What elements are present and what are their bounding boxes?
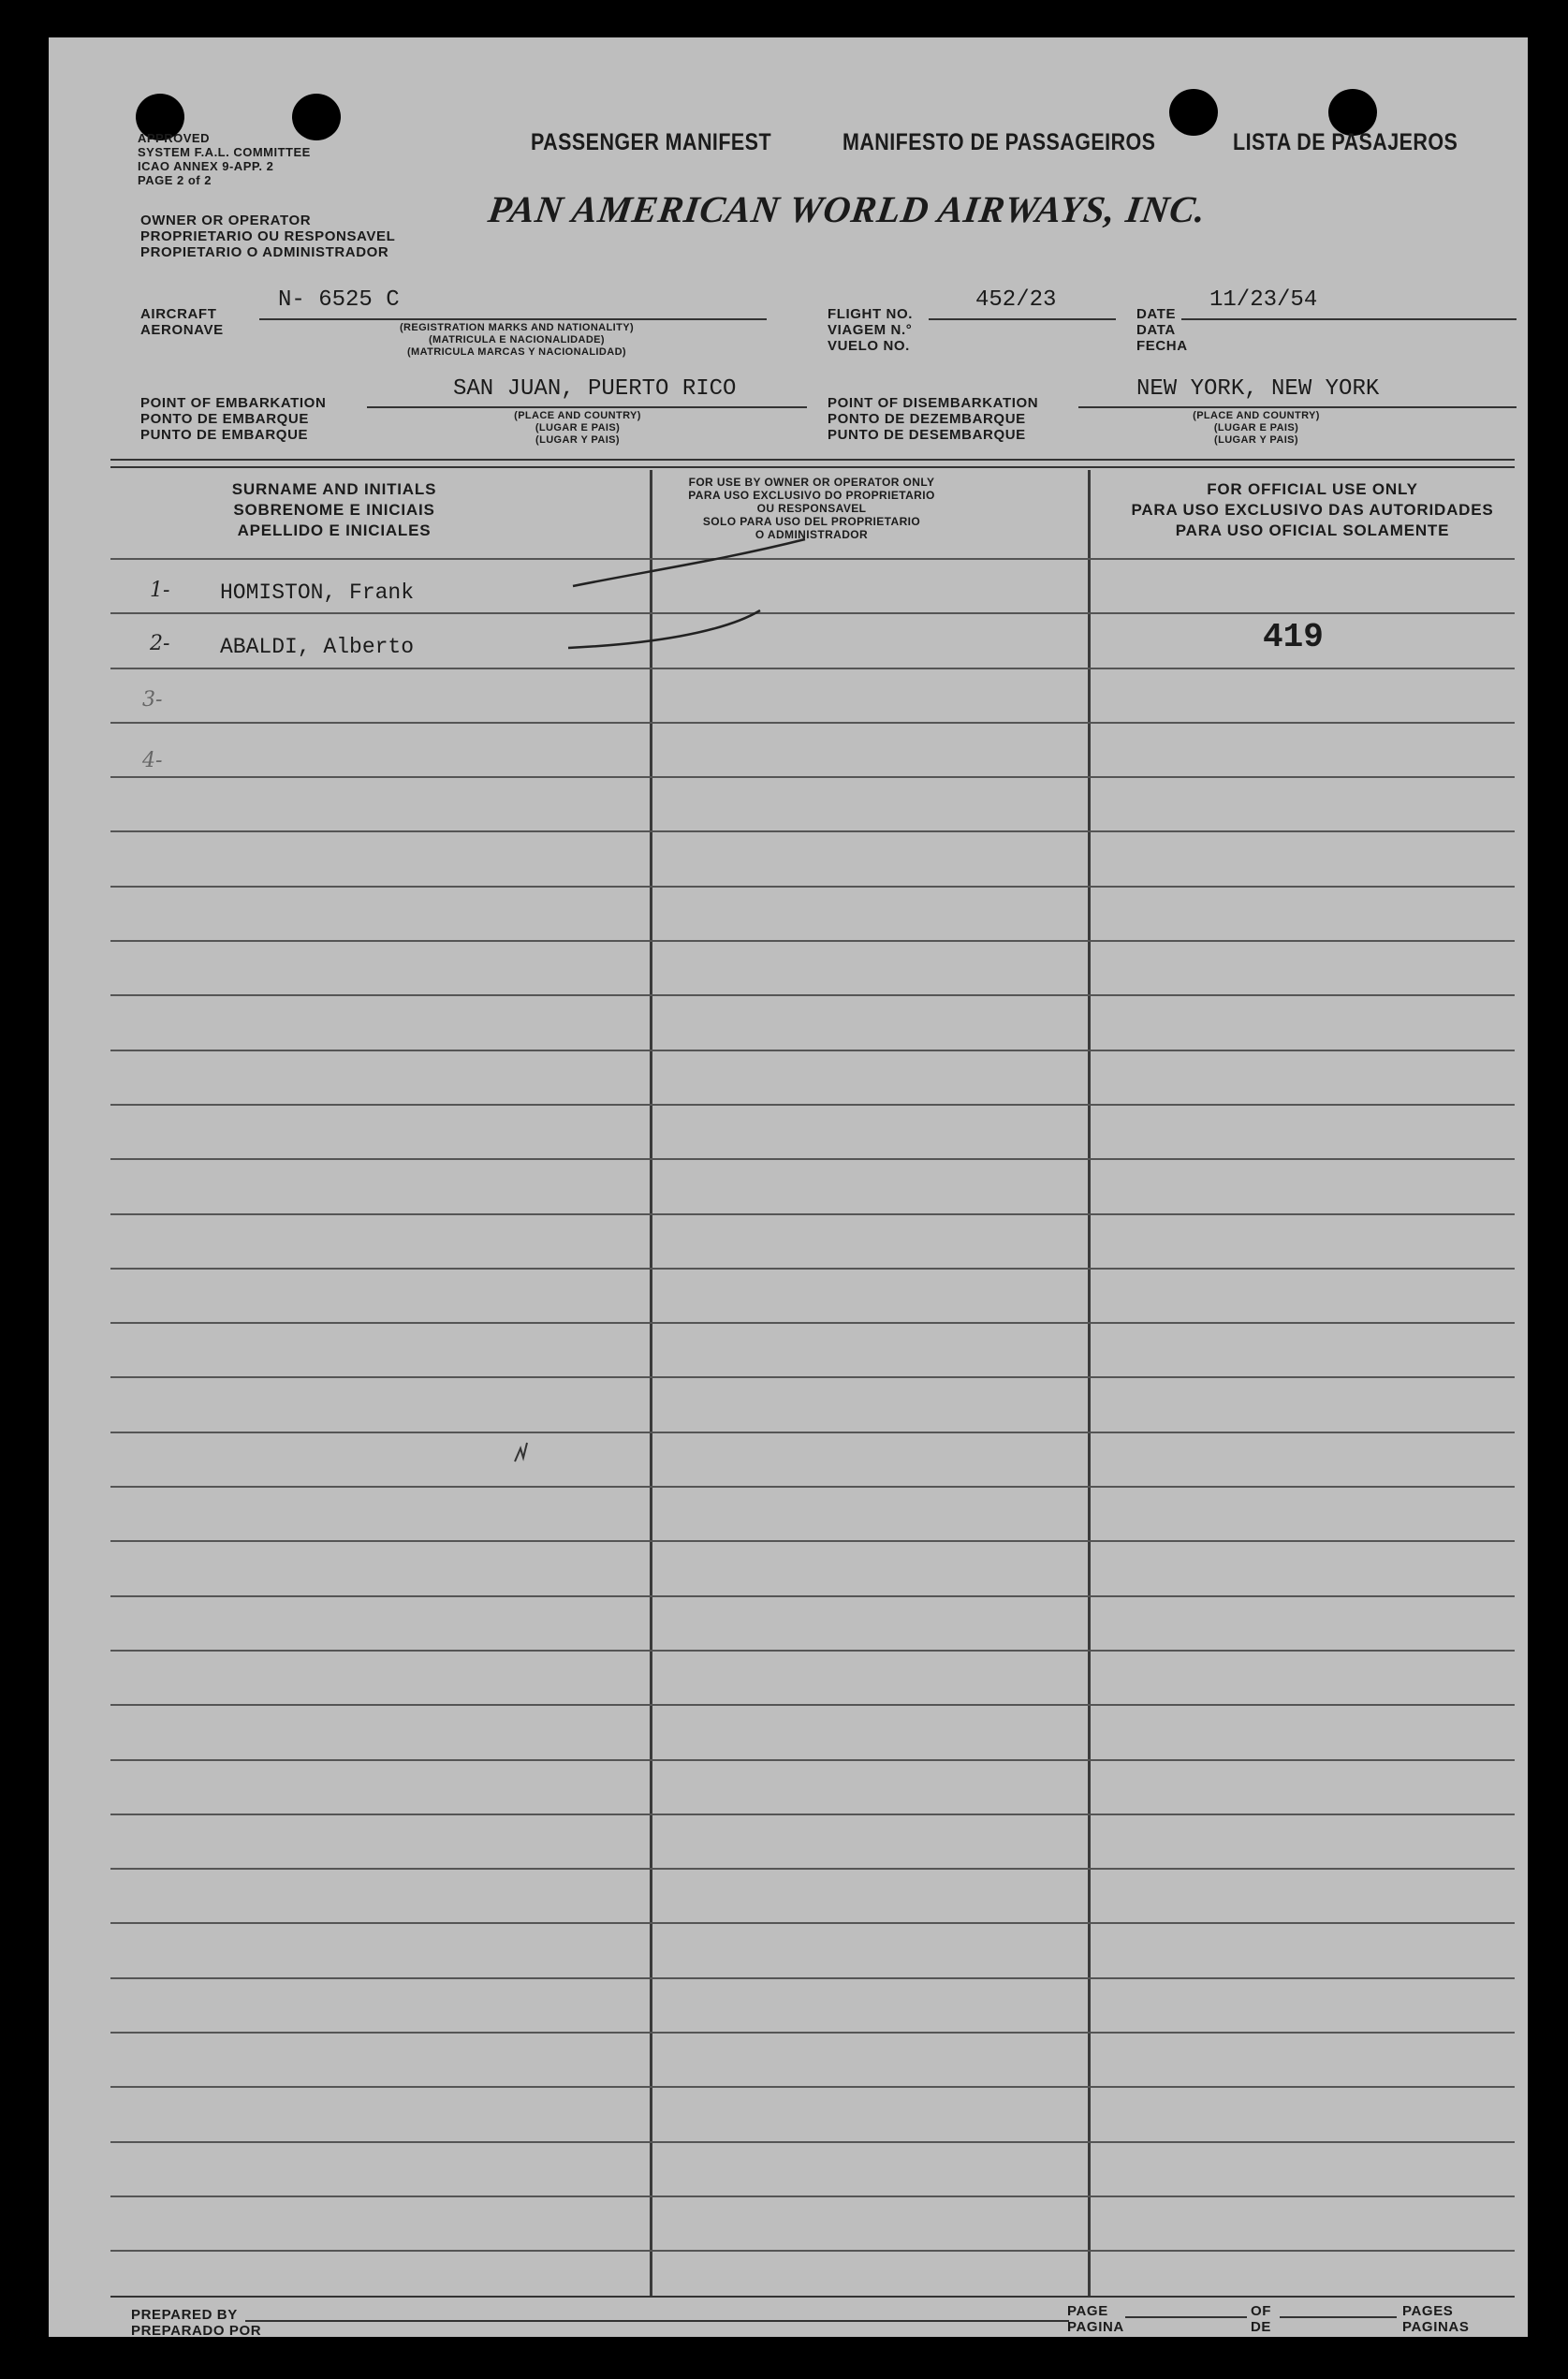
footer-rule [110, 2296, 1515, 2298]
approval-line: SYSTEM F.A.L. COMMITTEE [138, 145, 311, 159]
owner-label-line: OWNER OR OPERATOR [140, 213, 312, 228]
row-number: 4- [142, 749, 163, 772]
header-line: APELLIDO E INICIALES [237, 521, 432, 539]
embarkation-value: SAN JUAN, PUERTO RICO [453, 376, 737, 402]
row-number: 2- [150, 632, 170, 655]
caption-line: (MATRICULA MARCAS Y NACIONALIDAD) [406, 346, 626, 358]
header-line: PARA USO EXCLUSIVO DO PROPRIETARIO [688, 489, 935, 502]
owner-label-line: PROPRIETARIO OU RESPONSAVEL [140, 228, 396, 244]
date-value: 11/23/54 [1209, 287, 1318, 313]
footer-line: PAGINA [1067, 2319, 1124, 2335]
header-line: SOBRENOME E INICIAIS [233, 501, 435, 519]
header-line: FOR USE BY OWNER OR OPERATOR ONLY [688, 476, 935, 489]
row-number: 1- [150, 579, 170, 602]
flight-value: 452/23 [975, 287, 1057, 313]
company-name: PAN AMERICAN WORLD AIRWAYS, INC. [485, 188, 1209, 230]
header-line: SOLO PARA USO DEL PROPRIETARIO [702, 515, 921, 528]
aircraft-label-line: AIRCRAFT [140, 306, 217, 322]
header-line: SURNAME AND INITIALS [231, 480, 437, 498]
footer-line: PREPARADO POR [131, 2323, 262, 2339]
flight-label-line: FLIGHT NO. [828, 306, 913, 322]
header-line: O ADMINISTRADOR [755, 528, 869, 541]
of-underline [1280, 2316, 1397, 2318]
disembarkation-label-line: PONTO DE DEZEMBARQUE [828, 411, 1026, 427]
header-line: OU RESPONSAVEL [756, 502, 867, 515]
caption-line: (PLACE AND COUNTRY) [514, 410, 641, 421]
disembarkation-label-line: PUNTO DE DESEMBARQUE [828, 427, 1026, 443]
date-label-line: FECHA [1136, 338, 1188, 354]
header-line: FOR OFFICIAL USE ONLY [1207, 480, 1418, 498]
of-label [1251, 2303, 1271, 2335]
aircraft-label-line: AERONAVE [140, 322, 224, 338]
footer-line: PREPARED BY [131, 2307, 238, 2323]
header-line: PARA USO OFICIAL SOLAMENTE [1175, 521, 1450, 539]
approval-line: ICAO ANNEX 9-APP. 2 [138, 159, 274, 173]
prepared-by-label [131, 2307, 261, 2339]
aircraft-value: N- 6525 C [278, 287, 400, 313]
pen-stroke [515, 1443, 527, 1461]
footer-line: OF [1251, 2303, 1272, 2319]
disembarkation-label-line: POINT OF DISEMBARKATION [828, 395, 1039, 411]
caption-line: (LUGAR E PAIS) [535, 422, 621, 433]
passenger-name: HOMISTON, Frank [220, 580, 415, 605]
caption-line: (PLACE AND COUNTRY) [1193, 410, 1320, 421]
embarkation-label-line: PUNTO DE EMBARQUE [140, 427, 309, 443]
footer-line: DE [1251, 2319, 1272, 2335]
title-english: PASSENGER MANIFEST [531, 129, 772, 155]
pen-stroke [568, 610, 760, 648]
page-label [1067, 2303, 1124, 2335]
pen-strokes [49, 37, 1528, 2337]
footer-line: PAGE [1067, 2303, 1108, 2319]
disembarkation-value: NEW YORK, NEW YORK [1136, 376, 1380, 402]
pen-stroke [573, 539, 805, 586]
owner-label-line: PROPIETARIO O ADMINISTRADOR [140, 244, 389, 260]
caption-line: (REGISTRATION MARKS AND NATIONALITY) [399, 322, 635, 333]
embarkation-label-line: PONTO DE EMBARQUE [140, 411, 309, 427]
official-value: 419 [1263, 618, 1324, 656]
date-label-line: DATE [1136, 306, 1177, 322]
approval-line: PAGE 2 of 2 [138, 173, 212, 187]
caption-line: (LUGAR Y PAIS) [1214, 434, 1298, 446]
footer-line: PAGINAS [1402, 2319, 1470, 2335]
pages-label [1402, 2303, 1469, 2335]
title-portuguese: MANIFESTO DE PASSAGEIROS [843, 129, 1156, 155]
page-underline [1125, 2316, 1247, 2318]
caption-line: (MATRICULA E NACIONALIDADE) [428, 334, 605, 345]
caption-line: (LUGAR E PAIS) [1213, 422, 1299, 433]
flight-label-line: VUELO NO. [828, 338, 910, 354]
footer-line: PAGES [1402, 2303, 1454, 2319]
embarkation-label-line: POINT OF EMBARKATION [140, 395, 327, 411]
header-line: PARA USO EXCLUSIVO DAS AUTORIDADES [1131, 501, 1494, 519]
passenger-name: ABALDI, Alberto [220, 635, 415, 659]
manifest-sheet [49, 37, 1528, 2337]
title-spanish: LISTA DE PASAJEROS [1233, 129, 1458, 155]
date-label-line: DATA [1136, 322, 1176, 338]
flight-label-line: VIAGEM N.° [828, 322, 913, 338]
row-number: 3- [142, 688, 163, 712]
approval-line: APPROVED [138, 131, 210, 145]
prepared-by-underline [245, 2320, 1069, 2322]
caption-line: (LUGAR Y PAIS) [535, 434, 620, 446]
